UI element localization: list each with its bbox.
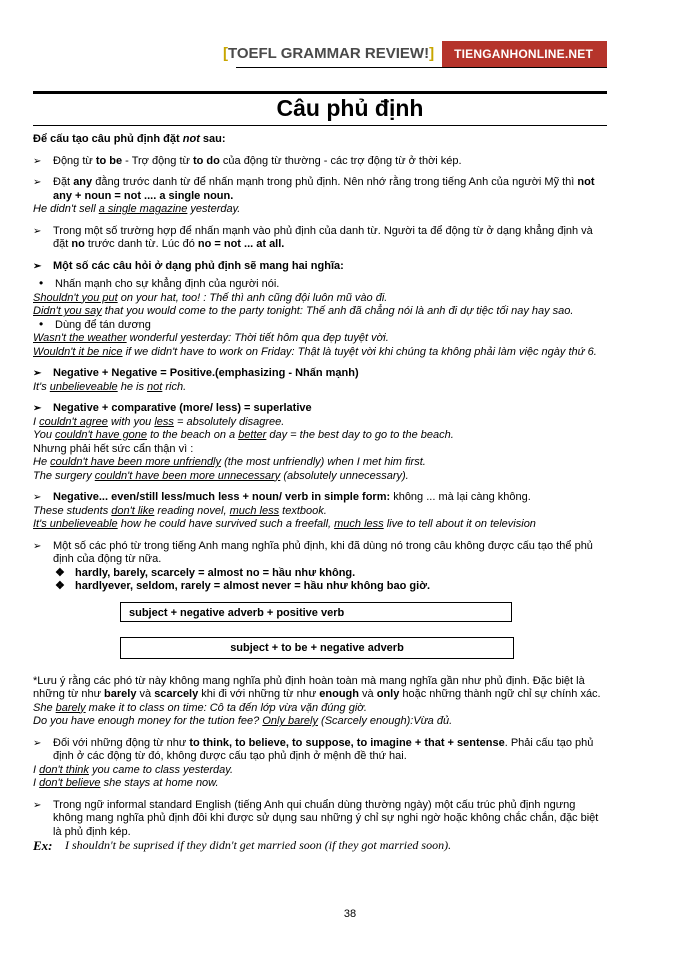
bullet-think-believe: ➢ Đối với những động từ như to think, to believe, to suppose, to imagine + that + sentense. Phải cấu tạo phủ định ở các động từ đó, không được cấu tạo phủ định ở mệnh đề thứ hai. <box>33 736 594 762</box>
arrow-bullet-icon: ➢ <box>33 155 42 167</box>
page-title: Câu phủ định <box>276 95 424 121</box>
example-unnecessary: The surgery couldn't have been more unnecessary (absolutely unnecessary). <box>33 469 409 482</box>
example-couldnt-agree: I couldn't agree with you less = absolutely disagree. <box>33 415 285 428</box>
example-didnt: Didn't you say that you would come to the party tonight: Thế anh đã chẳng nói là anh đi dự tiệc tối nay hay sao. <box>33 305 574 317</box>
page-number: 38 <box>343 908 357 920</box>
dot-bullet-icon: • <box>39 316 44 331</box>
bullet-to-be: ➢ Động từ to be - Trợ động từ to do của động từ thường - các trợ động từ ở thời kép. <box>33 154 462 167</box>
title-rule-top <box>33 91 607 94</box>
caution-note: Nhưng phải hết sức cẩn thận vì : <box>33 442 194 455</box>
arrow-bullet-icon: ➢ <box>33 177 42 188</box>
arrow-bullet-icon: ➢ <box>33 540 42 552</box>
arrow-bullet-icon: ➢ <box>33 799 42 811</box>
arrow-bullet-icon: ➢ <box>33 737 42 749</box>
header-site-badge: TIENGANHONLINE.NET <box>442 41 607 67</box>
sub-bullet-praise: • Dùng để tán dương <box>39 316 151 331</box>
header-rule <box>236 67 607 68</box>
formula-box-to-be: subject + to be + negative adverb <box>120 637 514 659</box>
bullet-no: ➢ Trong một số trường hợp để nhấn mạnh vào phủ định của danh từ. Người ta để động từ ở dạng khẳng định và đặt no trước danh từ. Lúc đó no = not ... at all. <box>33 224 593 250</box>
title-rule-bottom <box>33 125 607 126</box>
bullet-negative-adverbs: ➢ Một số các phó từ trong tiếng Anh mang nghĩa phủ định, khi đã dùng nó trong câu không được cấu tạo thể phủ định của động từ nữa. <box>33 539 593 565</box>
example-barely: She barely make it to class on time: Cô ta đến lớp vừa vặn đúng giờ. <box>33 701 367 714</box>
diamond-item-seldom: ❖ hardlyever, seldom, rarely = almost never = hầu như không bao giờ. <box>55 580 431 592</box>
sub-bullet-emphasis: • Nhấn mạnh cho sự khẳng định của người nói. <box>39 276 280 290</box>
arrow-bullet-icon: ➢ <box>33 225 42 237</box>
example-much-less: These students don't like reading novel, much less textbook. <box>33 504 327 517</box>
arrow-bullet-icon: ➢ <box>33 403 42 414</box>
example-dont-think: I don't think you came to class yesterday. <box>33 763 234 776</box>
example-wouldnt: Wouldn't it be nice if we didn't have to work on Friday: Thật là tuyệt vời khi chúng ta không phải làm việc ngày thứ 6. <box>33 345 597 358</box>
example-wasnt: Wasn't the weather wonderful yesterday: Thời tiết hôm qua đẹp tuyệt vời. <box>33 332 389 344</box>
header-title: [TOEFL GRAMMAR REVIEW!] <box>222 45 435 62</box>
arrow-bullet-icon: ➢ <box>33 368 42 379</box>
bullet-even-less: ➢ Negative... even/still less/much less + noun/ verb in simple form: không ... mà lại càng không. <box>33 491 531 503</box>
diamond-bullet-icon: ❖ <box>55 580 65 592</box>
bullet-informal: ➢ Trong ngữ informal standard English (tiếng Anh qui chuẩn dùng thường ngày) một cấu trúc phủ định ngưng không mang nghĩa phủ định đôi khi được sử dụng sau những ý chỉ sự nghi ngờ hoặc không chắc chắn, đặc biệt là phủ định kép. <box>33 798 599 838</box>
example-shouldnt: Shouldn't you put on your hat, too! : Thế thì anh cũng đội luôn mũ vào đi. <box>33 291 388 304</box>
bullet-double-meaning: ➢ Một số các câu hỏi ở dạng phủ định sẽ mang hai nghĩa: <box>33 259 344 272</box>
example-couldnt-have-gone: You couldn't have gone to the beach on a better day = the best day to go to the beach. <box>33 429 454 441</box>
example-unbelieveable: It's unbelieveable he is not rich. <box>33 380 187 393</box>
example-any: He didn't sell a single magazine yesterday. <box>33 203 241 215</box>
formula-box-verb: subject + negative adverb + positive verb <box>120 602 512 622</box>
document-body <box>33 133 608 853</box>
example-only-barely: Do you have enough money for the tution fee? Only barely (Scarcely enough):Vừa đủ. <box>33 715 453 727</box>
intro-line: Để cấu tạo câu phủ định đặt not sau: <box>33 133 226 145</box>
example-suprised: Ex: I shouldn't be suprised if they didn't get married soon (if they got married soon). <box>33 838 452 853</box>
dot-bullet-icon: • <box>39 276 44 290</box>
diamond-item-hardly: ❖ hardly, barely, scarcely = almost no = hầu như không. <box>55 566 356 579</box>
bullet-neg-comparative: ➢ Negative + comparative (more/ less) = superlative <box>33 402 312 414</box>
example-dont-believe: I don't believe she stays at home now. <box>33 777 219 789</box>
arrow-bullet-icon: ➢ <box>33 492 42 503</box>
page-header <box>223 41 607 67</box>
bullet-neg-neg: ➢ Negative + Negative = Positive.(emphasizing - Nhấn mạnh) <box>33 367 359 379</box>
bullet-any: ➢ Đặt any đằng trước danh từ để nhấn mạnh trong phủ định. Nên nhớ rằng trong tiếng Anh của người Mỹ thì not any + noun = not .... a single noun. <box>33 176 595 202</box>
example-unfriendly: He couldn't have been more unfriendly (the most unfriendly) when I met him first. <box>33 456 426 468</box>
example-freefall: It's unbelieveable how he could have survived such a freefall, much less live to tell about it on television <box>33 518 536 530</box>
diamond-bullet-icon: ❖ <box>55 566 65 579</box>
note-barely-scarcely: *Lưu ý rằng các phó từ này không mang nghĩa phủ định hoàn toàn mà mang nghĩa gần như phủ định. Đặc biệt là những từ như barely và scarcely khi đi với những từ như enough và only hoặc những thành ngữ chỉ sự chính xác. <box>33 674 601 700</box>
arrow-bullet-icon: ➢ <box>33 260 42 272</box>
